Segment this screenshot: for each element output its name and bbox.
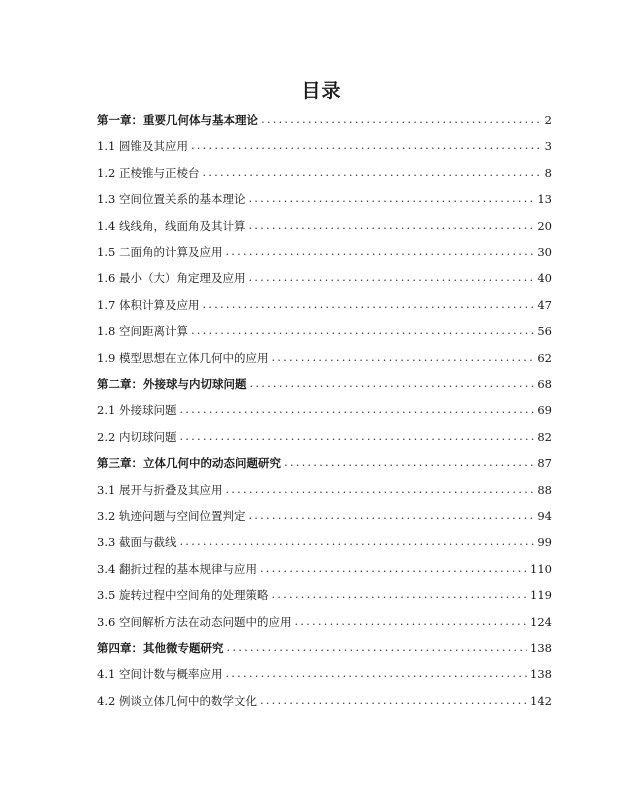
toc-section-entry[interactable] xyxy=(97,267,552,285)
toc-entry-label: 1.5 二面角的计算及应用 xyxy=(97,245,223,259)
toc-entry-page-number: 94 xyxy=(537,509,552,523)
toc-section-entry[interactable] xyxy=(97,505,552,523)
toc-entry-page-number: 56 xyxy=(537,324,552,339)
toc-entry-label: 1.6 最小（大）角定理及应用 xyxy=(97,271,246,286)
toc-entry-label: 3.1 展开与折叠及其应用 xyxy=(97,482,223,497)
toc-entry-page-number: 88 xyxy=(537,482,552,497)
toc-entry-page-number: 87 xyxy=(537,456,552,471)
toc-section-entry[interactable] xyxy=(97,663,552,681)
toc-entry-label: 4.2 例谈立体几何中的数学文化 xyxy=(97,693,257,708)
toc-entry-page-number: 62 xyxy=(537,350,552,365)
toc-section-entry[interactable] xyxy=(97,611,552,629)
dot-leader xyxy=(179,537,534,547)
toc-entry-page-number: 2 xyxy=(544,113,552,127)
dot-leader xyxy=(248,221,534,231)
dot-leader xyxy=(271,590,527,600)
toc-section-entry[interactable] xyxy=(97,399,552,417)
dot-leader xyxy=(284,458,534,468)
toc-entry-label: 3.5 旋转过程中空间角的处理策略 xyxy=(97,588,269,603)
dot-leader xyxy=(225,485,534,495)
toc-entry-page-number: 110 xyxy=(530,561,552,576)
dot-leader xyxy=(248,511,534,521)
toc-entry-page-number: 40 xyxy=(537,271,552,286)
toc-entry-label: 2.1 外接球问题 xyxy=(97,403,177,418)
toc-entry-page-number: 3 xyxy=(544,139,552,154)
toc-entry-label: 2.2 内切球问题 xyxy=(97,429,177,444)
dot-leader xyxy=(191,326,534,336)
toc-entry-label: 第二章：外接球与内切球问题 xyxy=(97,377,247,391)
toc-section-entry[interactable] xyxy=(97,584,552,602)
toc-entry-label: 1.9 模型思想在立体几何中的应用 xyxy=(97,350,269,365)
toc-entry-page-number: 13 xyxy=(537,192,552,207)
toc-entry-label: 1.2 正棱锥与正棱台 xyxy=(97,165,200,180)
dot-leader xyxy=(191,141,542,151)
toc-entry-page-number: 8 xyxy=(544,165,552,180)
dot-leader xyxy=(271,353,534,363)
toc-entry-label: 第四章：其他微专题研究 xyxy=(97,641,224,655)
toc-entry-page-number: 119 xyxy=(530,588,552,603)
toc-section-entry[interactable] xyxy=(97,426,552,444)
toc-entry-label: 第三章：立体几何中的动态问题研究 xyxy=(97,456,281,471)
toc-entry-label: 第一章：重要几何体与基本理论 xyxy=(97,113,258,127)
toc-chapter-entry[interactable] xyxy=(97,109,552,127)
toc-chapter-entry[interactable] xyxy=(97,373,552,391)
toc-section-entry[interactable] xyxy=(97,479,552,497)
toc-entry-page-number: 20 xyxy=(537,218,552,233)
toc-section-entry[interactable] xyxy=(97,135,552,153)
dot-leader xyxy=(248,194,534,204)
toc-entry-label: 1.3 空间位置关系的基本理论 xyxy=(97,192,246,207)
toc-entry-page-number: 138 xyxy=(530,667,552,682)
dot-leader xyxy=(248,273,534,283)
dot-leader xyxy=(260,564,527,574)
dot-leader xyxy=(250,379,535,389)
toc-entry-label: 1.7 体积计算及应用 xyxy=(97,297,200,312)
toc-section-entry[interactable] xyxy=(97,690,552,708)
toc-entry-label: 1.1 圆锥及其应用 xyxy=(97,139,188,154)
toc-entry-page-number: 30 xyxy=(537,245,552,259)
toc-entry-label: 3.2 轨迹问题与空间位置判定 xyxy=(97,509,246,523)
toc-entry-page-number: 68 xyxy=(537,377,552,391)
dot-leader xyxy=(179,432,534,442)
dot-leader xyxy=(179,405,534,415)
toc-chapter-entry[interactable] xyxy=(97,637,552,655)
toc-entry-page-number: 99 xyxy=(537,535,552,550)
page-title: 目录 xyxy=(301,80,342,102)
dot-leader xyxy=(261,115,542,125)
toc-entry-page-number: 138 xyxy=(530,641,552,655)
dot-leader xyxy=(225,247,534,257)
toc-entry-page-number: 142 xyxy=(530,693,552,708)
dot-leader xyxy=(294,617,527,627)
toc-entry-label: 1.4 线线角，线面角及其计算 xyxy=(97,218,246,233)
toc-section-entry[interactable] xyxy=(97,531,552,549)
toc-chapter-entry[interactable] xyxy=(97,452,552,470)
dot-leader xyxy=(225,669,527,679)
toc-section-entry[interactable] xyxy=(97,215,552,233)
dot-leader xyxy=(227,643,528,653)
toc-entry-label: 4.1 空间计数与概率应用 xyxy=(97,667,223,682)
toc-entry-page-number: 82 xyxy=(537,429,552,444)
toc-entry-page-number: 124 xyxy=(530,614,552,629)
toc-section-entry[interactable] xyxy=(97,241,552,259)
toc-entry-label: 3.6 空间解析方法在动态问题中的应用 xyxy=(97,614,292,629)
toc-entry-page-number: 47 xyxy=(537,297,552,312)
toc-entry-label: 1.8 空间距离计算 xyxy=(97,324,188,339)
toc-section-entry[interactable] xyxy=(97,558,552,576)
dot-leader xyxy=(202,168,541,178)
toc-section-entry[interactable] xyxy=(97,294,552,312)
toc-entry-page-number: 69 xyxy=(537,403,552,418)
dot-leader xyxy=(202,300,534,310)
toc-section-entry[interactable] xyxy=(97,320,552,338)
dot-leader xyxy=(260,696,527,706)
toc-section-entry[interactable] xyxy=(97,347,552,365)
toc-entry-label: 3.3 截面与截线 xyxy=(97,535,177,550)
toc-section-entry[interactable] xyxy=(97,162,552,180)
toc-section-entry[interactable] xyxy=(97,188,552,206)
toc-entry-label: 3.4 翻折过程的基本规律与应用 xyxy=(97,561,257,576)
